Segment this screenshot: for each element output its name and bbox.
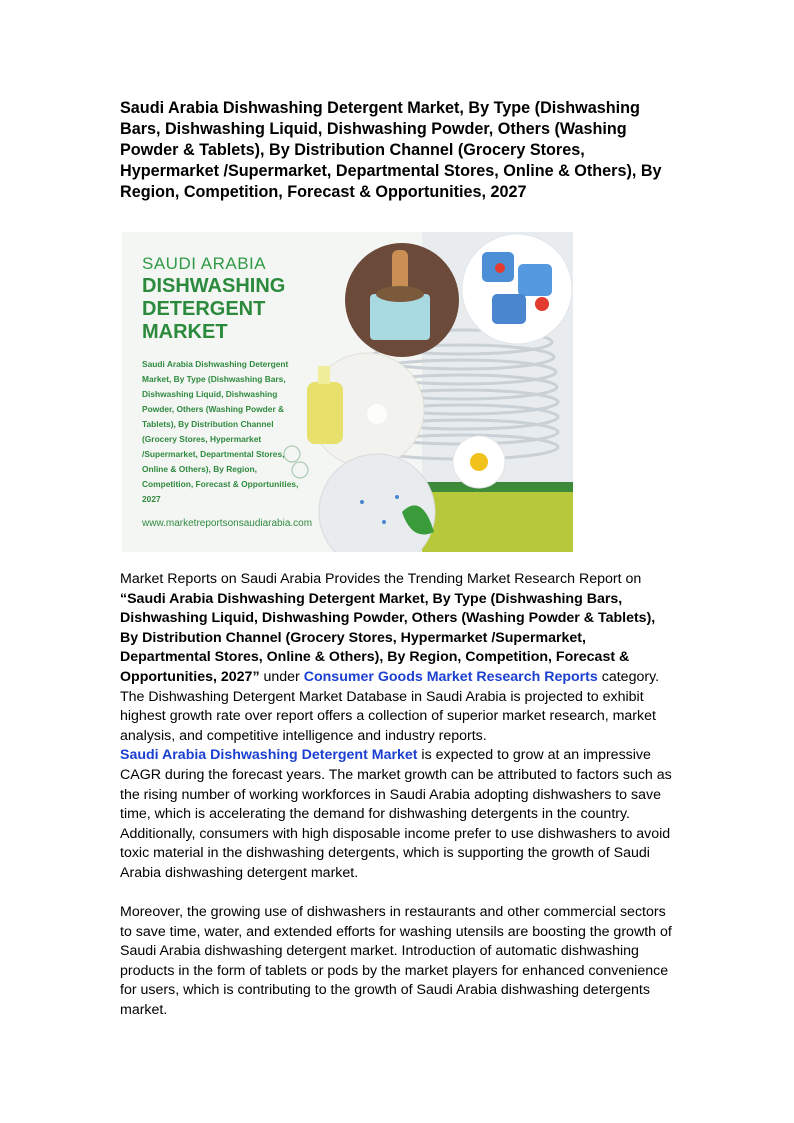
intro-text: Market Reports on Saudi Arabia Provides the Trending Market Research Report on — [120, 571, 642, 587]
banner-headline-line: DETERGENT — [142, 298, 266, 320]
paragraph-commercial: Moreover, the growing use of dishwashers in restaurants and other commercial sectors to save time, water, and extended efforts for washing utensils are boosting the growth of Saudi Arabia dishwashing detergent market. Introduction of automatic dishwashing products in the form of tablets or pods by the market players for enhanced convenience for users, which is contributing to the growth of Saudi Arabia dishwashing detergents market. — [120, 904, 672, 1019]
paragraph-spacer — [120, 884, 676, 904]
banner-description: Saudi Arabia Dishwashing Detergent Market, By Type (Dishwashing Bars, Dishwashing Liquid, Dishwashing Powder, Others (Washing Powder & Tablets), By Distribution Channel (Grocery Stores, Hypermarket /Supermarket, Departmental Stores, Online & Others), By Region, Competition, Forecast & Opportunities, 2027 — [142, 359, 299, 504]
dishwasher-tablets-circle-image — [462, 234, 572, 344]
banner-country-label: SAUDI ARABIA — [142, 254, 267, 273]
banner-headline-line: MARKET — [142, 321, 228, 343]
growth-text: is expected to grow at an impressive CAGR during the forecast years. The market growth can be attributed to factors such as the rising number of working workforces in Saudi Arabia adopting dishwashers to save time, which is accelerating the demand for dishwashing detergents in the country. Additionally, consumers with high disposable income prefer to use dishwashers to avoid toxic material in the dishwashing detergents, which is supporting the growth of Saudi Arabia dishwashing detergent market. — [120, 747, 672, 881]
consumer-goods-reports-link[interactable]: Consumer Goods Market Research Reports — [303, 668, 598, 685]
daisy-flower-image — [453, 436, 505, 488]
page-title: Saudi Arabia Dishwashing Detergent Market, By Type (Dishwashing Bars, Dishwashing Liquid, Dishwashing Powder, Others (Washing Powder & Tablets), By Distribution Channel (Grocery Stores, Hypermarket /Supermarket, Departmental Stores, Online & Others), By Region, Competition, Forecast & Opportunities, 2027 — [120, 99, 662, 201]
intro-rest-text: category. The Dishwashing Detergent Market Database in Saudi Arabia is projected to exhibit highest growth rate over report offers a collection of superior market research, market analysis, and competitive intelligence and industry reports. — [120, 668, 660, 744]
sponge-image — [422, 487, 573, 552]
banner-headline-line: DISHWASHING — [142, 275, 286, 297]
report-title-bold: “Saudi Arabia Dishwashing Detergent Market, By Type (Dishwashing Bars, Dishwashing Liquid, Dishwashing Powder, Others (Washing Powder & Tablets), By Distribution Channel (Grocery Stores, Hypermarket /Supermarket, Departmental Stores, Online & Others), By Region, Competition, Forecast & Opportunities, 2027” — [120, 590, 656, 685]
market-report-link[interactable]: Saudi Arabia Dishwashing Detergent Market — [120, 747, 418, 764]
report-banner-image — [122, 232, 573, 552]
article-body — [120, 570, 676, 1021]
banner-website-url: www.marketreportsonsaudiarabia.com — [142, 518, 313, 529]
under-text: under — [259, 668, 304, 685]
detergent-powder-circle-image — [319, 454, 435, 552]
dish-brush-circle-image — [345, 243, 459, 357]
banner-headline — [142, 275, 342, 344]
paragraph-intro — [120, 570, 676, 746]
paragraph-growth — [120, 746, 676, 883]
dish-liquid-bottle-circle-image — [307, 353, 424, 467]
